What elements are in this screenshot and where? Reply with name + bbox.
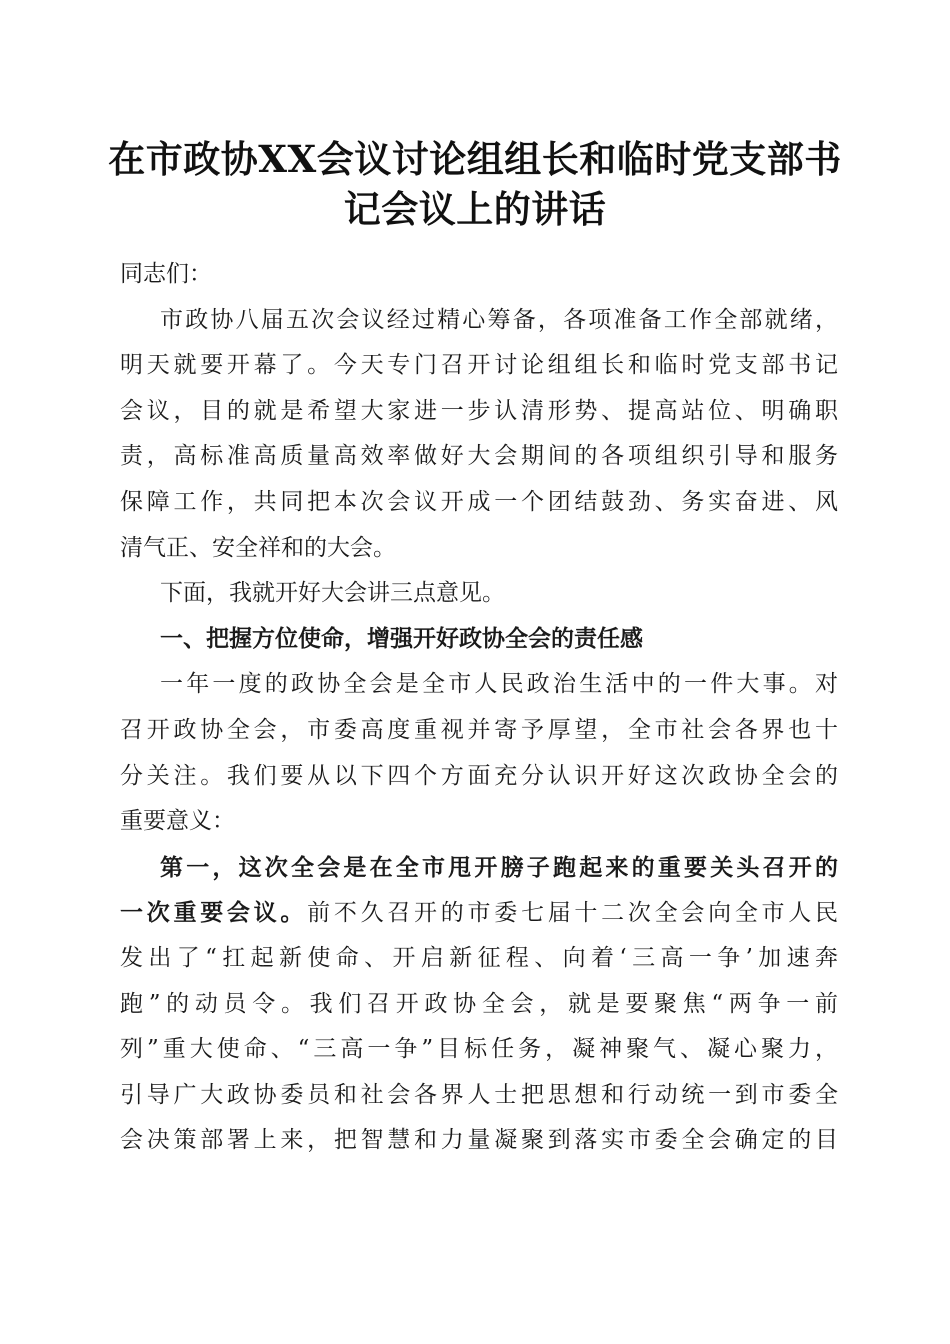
document-title xyxy=(60,134,890,234)
paragraph-line: 责，高标准高质量高效率做好大会期间的各项组织引导和服务 xyxy=(120,443,838,470)
paragraph-line-bold: 第一，这次全会是在全市甩开膀子跑起来的重要关头召开的 xyxy=(160,853,838,881)
paragraph-line: 发出了“扛起新使命、开启新征程、向着‘三高一争’加速奔 xyxy=(120,944,838,971)
paragraph-line: 召开政协全会，市委高度重视并寄予厚望，全市社会各界也十 xyxy=(120,716,838,743)
paragraph-line: 保障工作，共同把本次会议开成一个团结鼓劲、务实奋进、风 xyxy=(120,488,838,515)
paragraph-line: 明天就要开幕了。今天专门召开讨论组组长和临时党支部书记 xyxy=(120,352,838,379)
paragraph-line: 会决策部署上来，把智慧和力量凝聚到落实市委全会确定的目 xyxy=(120,1127,838,1154)
bold-sentence-end: 一次重要会议。 xyxy=(120,899,308,927)
title-line-1: 在市政协XX会议讨论组组长和临时党支部书 xyxy=(108,137,842,181)
paragraph-line: 引导广大政协委员和社会各界人士把思想和行动统一到市委全 xyxy=(120,1081,838,1108)
paragraph-1 xyxy=(120,298,838,572)
paragraph-line-mixed: 一次重要会议。前不久召开的市委七届十二次全会向全市人民 xyxy=(120,899,839,927)
paragraph-line: 清气正、安全祥和的大会。 xyxy=(120,534,396,561)
section-heading-1: 一、把握方位使命，增强开好政协全会的责任感 xyxy=(160,625,643,652)
paragraph-line: 一年一度的政协全会是全市人民政治生活中的一件大事。对 xyxy=(160,671,838,698)
title-line-2: 记会议上的讲话 xyxy=(343,187,607,231)
paragraph-line: 重要意义： xyxy=(120,808,235,835)
paragraph-4 xyxy=(120,845,838,1164)
salutation: 同志们： xyxy=(120,261,212,287)
paragraph-line: 市政协八届五次会议经过精心筹备，各项准备工作全部就绪， xyxy=(160,306,838,333)
paragraph-3 xyxy=(120,662,838,844)
paragraph-line: 会议，目的就是希望大家进一步认清形势、提高站位、明确职 xyxy=(120,397,838,424)
document-body xyxy=(120,252,838,1164)
paragraph-line: 跑”的动员令。我们召开政协全会，就是要聚焦“两争一前 xyxy=(120,990,838,1017)
paragraph-line: 分关注。我们要从以下四个方面充分认识开好这次政协全会的 xyxy=(120,762,838,789)
paragraph-2: 下面，我就开好大会讲三点意见。 xyxy=(160,580,505,607)
paragraph-line: 列”重大使命、“三高一争”目标任务，凝神聚气、凝心聚力， xyxy=(120,1036,838,1063)
